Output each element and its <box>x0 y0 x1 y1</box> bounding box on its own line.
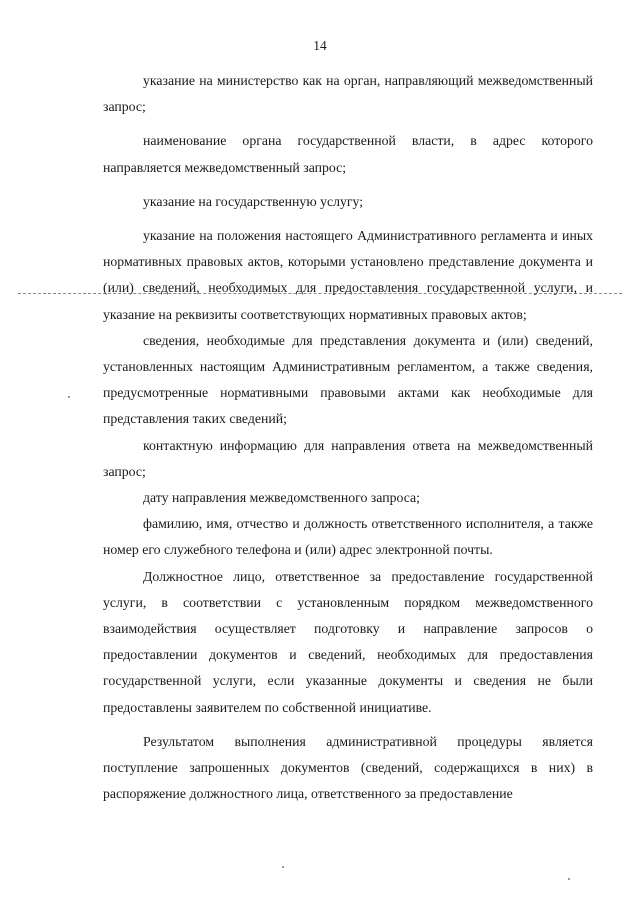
document-body <box>103 68 593 807</box>
scan-speck <box>568 878 570 880</box>
paragraph: наименование органа государственной власти, в адрес которого направляется межведомственный запрос; <box>103 133 593 175</box>
paragraph: Результатом выполнения административной процедуры является поступление запрошенных документов (сведений, содержащихся в них) в распоряжение должностного лица, ответственного за предоставление <box>103 733 593 802</box>
paragraph: фамилию, имя, отчество и должность ответственного исполнителя, а также номер его служебного телефона и (или) адрес электронной почты. <box>103 516 593 558</box>
paragraph: дату направления межведомственного запроса; <box>143 490 420 506</box>
paragraph: указание на положения настоящего Административного регламента и иных нормативных правовых актов, которыми установлено представление документа и (или) сведений, необходимых для предоставления государственной услуги, и указание на реквизиты соответствующих нормативных правовых актов; <box>103 228 593 322</box>
paragraph: сведения, необходимые для представления документа и (или) сведений, установленных настоящим Административным регламентом, а также сведения, предусмотренные нормативными правовыми актами как необходимые для представления таких сведений; <box>103 332 593 427</box>
scan-speck <box>68 396 70 398</box>
page-number: 14 <box>313 38 327 53</box>
scan-speck <box>282 866 284 868</box>
paragraph: указание на министерство как на орган, направляющий межведомственный запрос; <box>103 73 593 115</box>
paragraph: Должностное лицо, ответственное за предоставление государственной услуги, в соответствии с установленным порядком межведомственного взаимодействия осуществляет подготовку и направление запросов о предоставлении документов и сведений, необходимых для предоставления государственной услуги, если указанные документы и сведения не были предоставлены заявителем по собственной инициативе. <box>103 568 593 715</box>
paragraph: контактную информацию для направления ответа на межведомственный запрос; <box>103 437 593 479</box>
paragraph: указание на государственную услугу; <box>143 193 364 209</box>
